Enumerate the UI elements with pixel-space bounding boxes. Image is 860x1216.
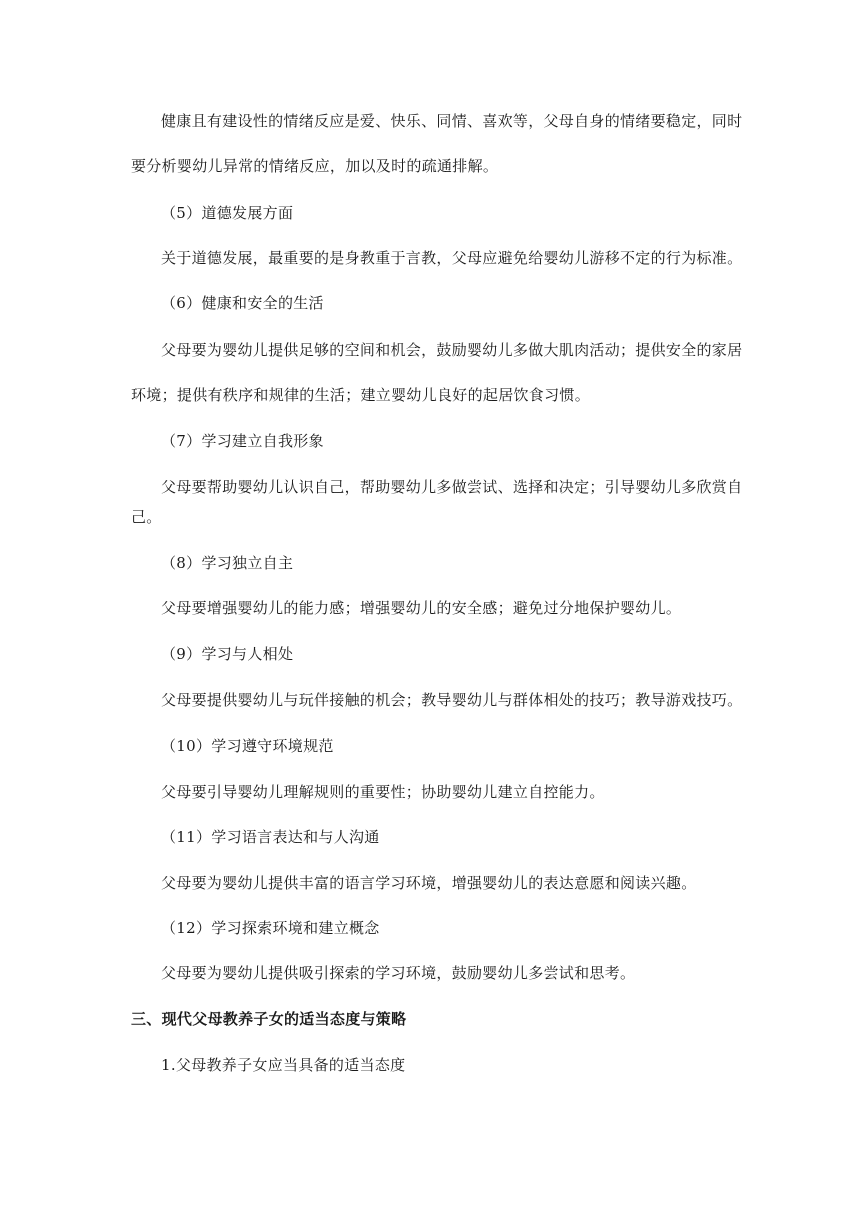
paragraph-independence: 父母要增强婴幼儿的能力感；增强婴幼儿的安全感；避免过分地保护婴幼儿。	[161, 599, 682, 617]
paragraph-self-image-line-1: 父母要帮助婴幼儿认识自己，帮助婴幼儿多做尝试、选择和决定；引导婴幼儿多欣赏自	[161, 478, 743, 496]
subheading-health-safety: （6）健康和安全的生活	[161, 294, 324, 312]
subheading-exploration: （12）学习探索环境和建立概念	[161, 919, 380, 937]
subheading-language: （11）学习语言表达和与人沟通	[161, 828, 380, 846]
subheading-moral-development: （5）道德发展方面	[161, 204, 294, 222]
paragraph-exploration: 父母要为婴幼儿提供吸引探索的学习环境，鼓励婴幼儿多尝试和思考。	[161, 964, 636, 982]
paragraph-moral-development: 关于道德发展，最重要的是身教重于言教，父母应避免给婴幼儿游移不定的行为标准。	[161, 249, 743, 267]
section-heading-three: 三、现代父母教养子女的适当态度与策略	[131, 1010, 407, 1028]
paragraph-emotion-line-1: 健康且有建设性的情绪反应是爱、快乐、同情、喜欢等，父母自身的情绪要稳定，同时	[161, 112, 743, 130]
subheading-independence: （8）学习独立自主	[161, 554, 294, 572]
subheading-self-image: （7）学习建立自我形象	[161, 432, 324, 450]
subheading-getting-along: （9）学习与人相处	[161, 645, 294, 663]
paragraph-self-image-line-2: 己。	[131, 508, 162, 526]
paragraph-health-safety-line-2: 环境；提供有秩序和规律的生活；建立婴幼儿良好的起居饮食习惯。	[131, 386, 591, 404]
paragraph-emotion-line-2: 要分析婴幼儿异常的情绪反应，加以及时的疏通排解。	[131, 157, 499, 175]
subheading-rules: （10）学习遵守环境规范	[161, 737, 334, 755]
subsection-heading-1: 1.父母教养子女应当具备的适当态度	[161, 1056, 406, 1074]
paragraph-getting-along: 父母要提供婴幼儿与玩伴接触的机会；教导婴幼儿与群体相处的技巧；教导游戏技巧。	[161, 691, 743, 709]
paragraph-language: 父母要为婴幼儿提供丰富的语言学习环境，增强婴幼儿的表达意愿和阅读兴趣。	[161, 874, 697, 892]
paragraph-rules: 父母要引导婴幼儿理解规则的重要性；协助婴幼儿建立自控能力。	[161, 783, 605, 801]
paragraph-health-safety-line-1: 父母要为婴幼儿提供足够的空间和机会，鼓励婴幼儿多做大肌肉活动；提供安全的家居	[161, 341, 743, 359]
